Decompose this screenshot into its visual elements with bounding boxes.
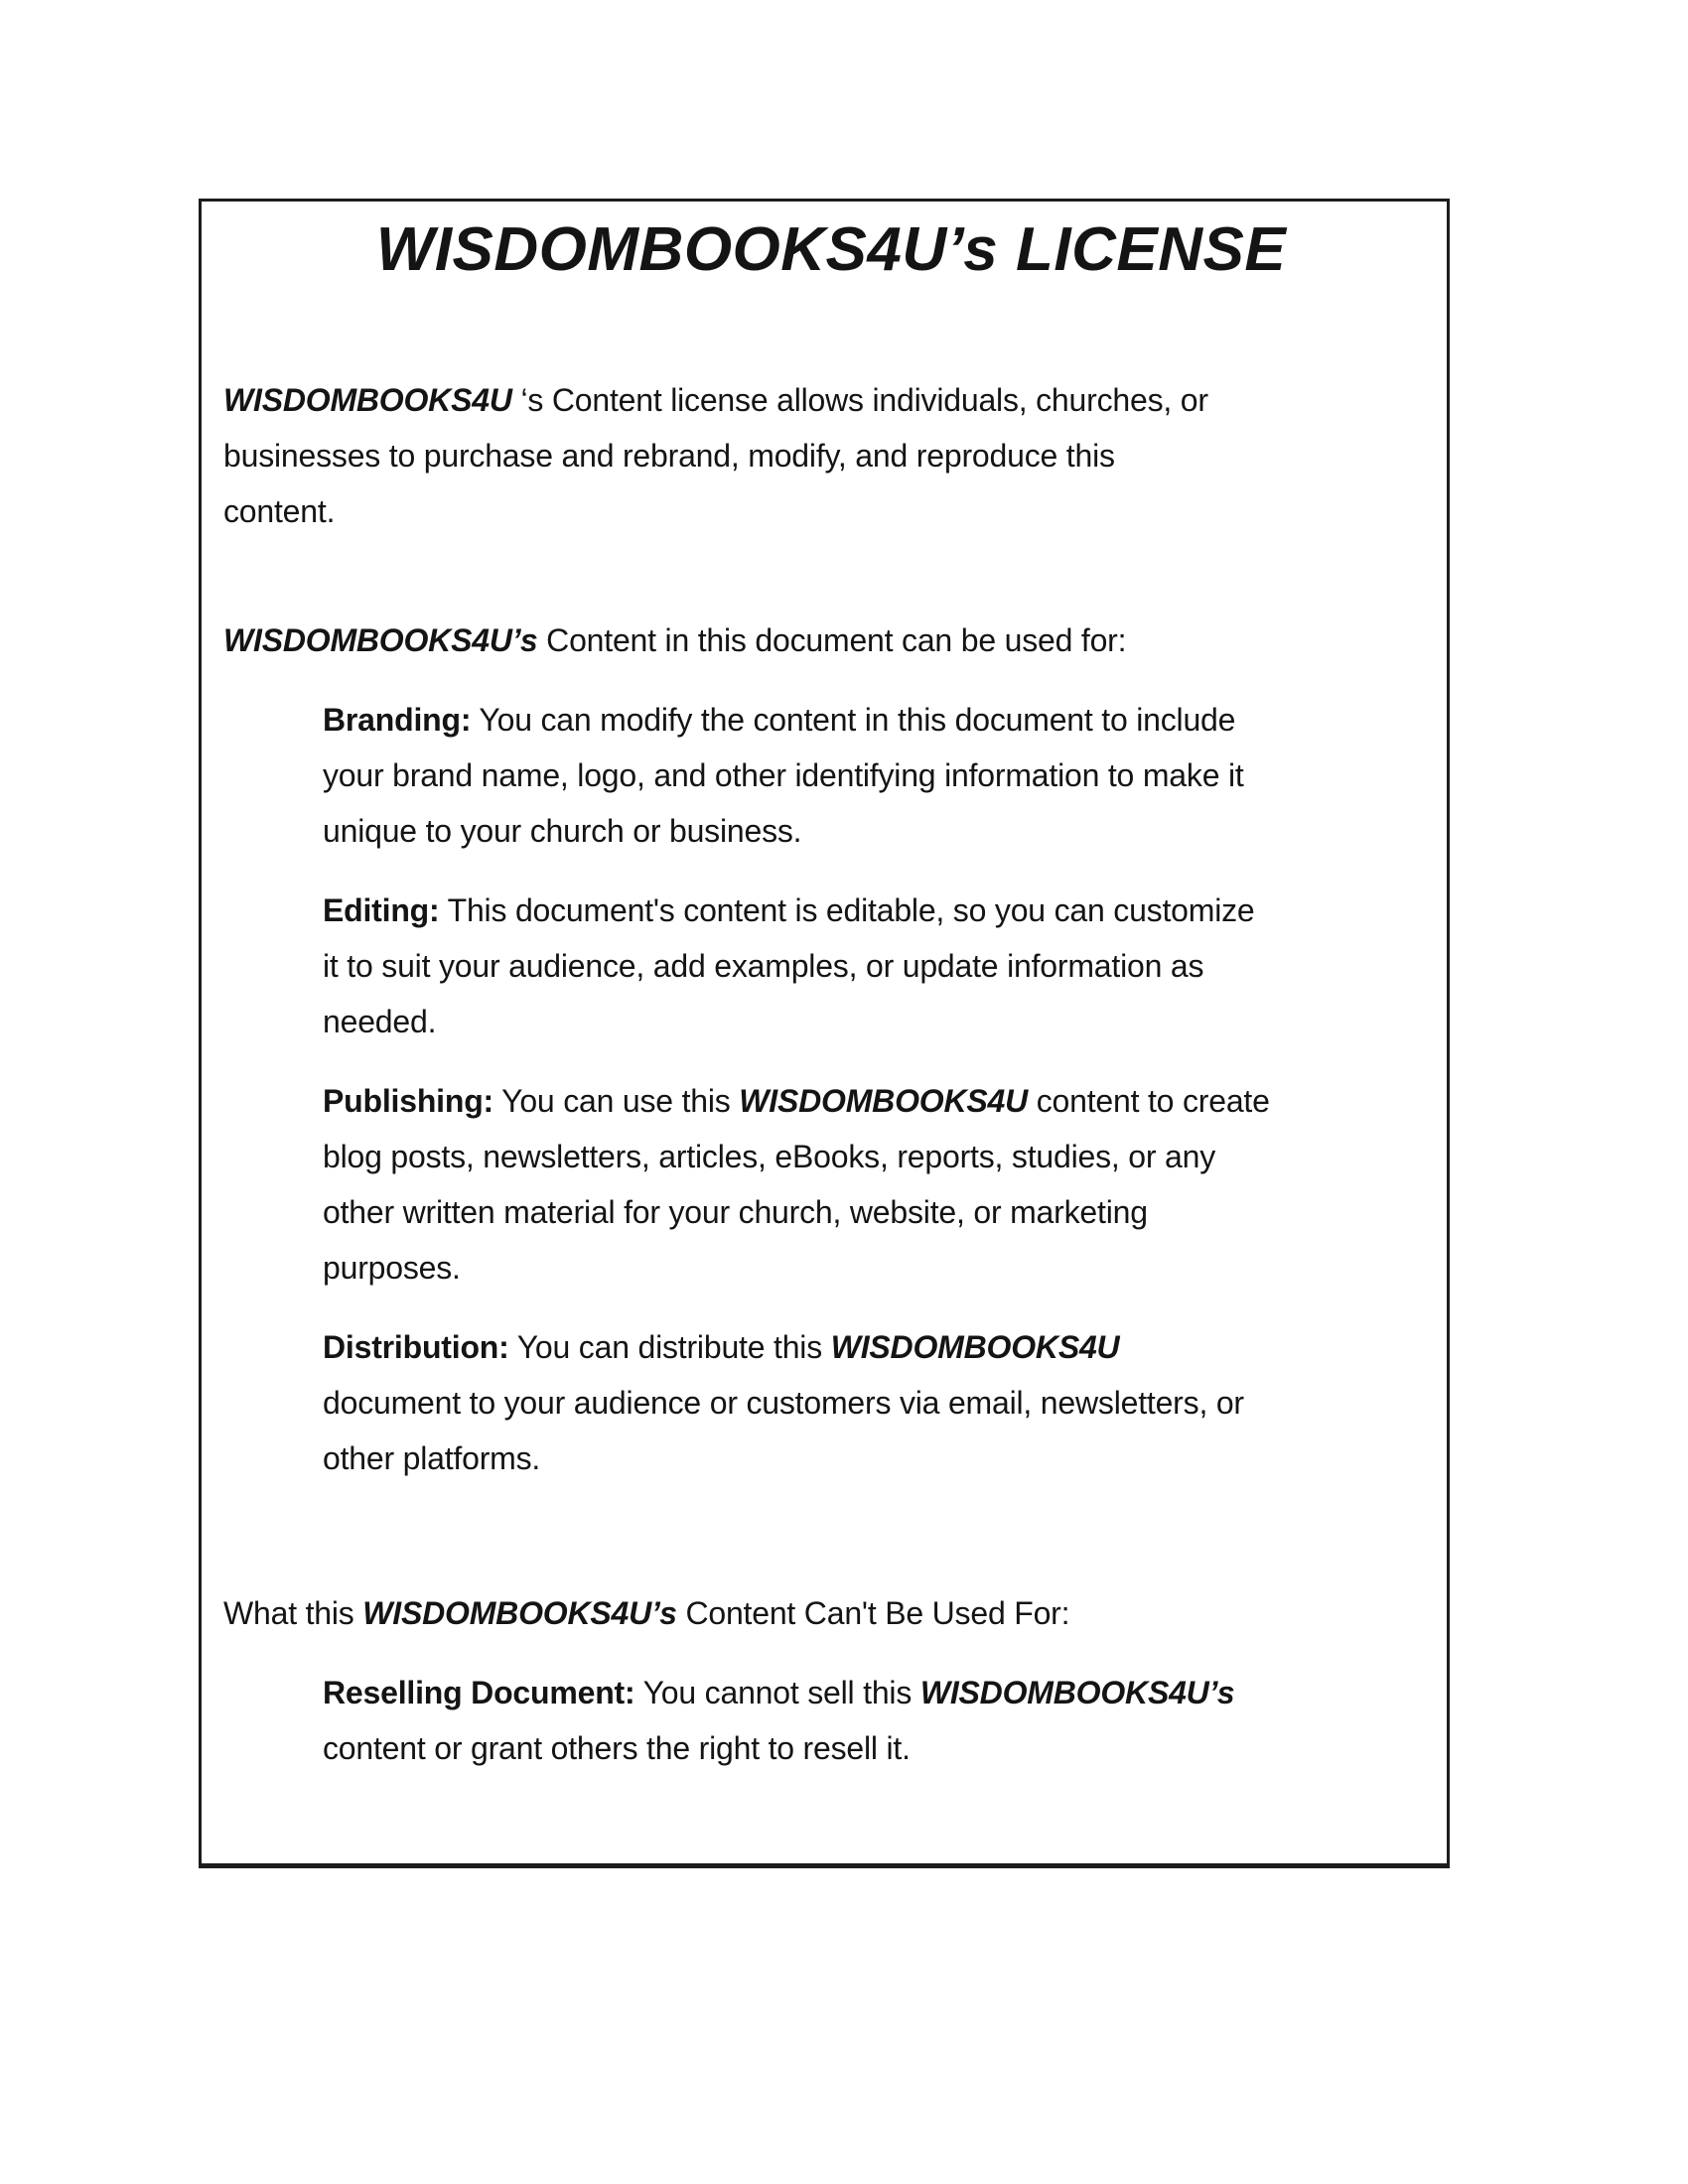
restriction-item-reselling — [323, 1665, 1439, 1776]
text-line — [323, 1073, 1439, 1129]
text-line — [223, 428, 1439, 483]
text-run: your brand name, logo, and other identifying information to make it — [323, 757, 1244, 793]
text-line — [323, 994, 1439, 1049]
license-title: WISDOMBOOKS4U’s LICENSE — [375, 215, 1287, 284]
usage-heading — [223, 613, 1439, 668]
text-run: This document's content is editable, so you can customize — [439, 892, 1255, 928]
usage-item-publishing — [323, 1073, 1439, 1296]
text-run: WISDOMBOOKS4U’s — [223, 622, 538, 658]
text-run: ‘s Content license allows individuals, churches, or — [511, 382, 1208, 418]
usage-item-distribution — [323, 1319, 1439, 1486]
text-run: purposes. — [323, 1250, 461, 1286]
text-line — [323, 1431, 1439, 1486]
text-line — [223, 483, 1439, 539]
text-run: blog posts, newsletters, articles, eBooks, reports, studies, or any — [323, 1139, 1216, 1174]
text-run: WISDOMBOOKS4U — [739, 1083, 1029, 1119]
text-run: Reselling Document: — [323, 1675, 635, 1710]
text-line — [323, 883, 1439, 938]
intro-paragraph — [223, 372, 1439, 539]
text-run: You can distribute this — [508, 1329, 831, 1365]
usage-item-editing — [323, 883, 1439, 1049]
text-line — [323, 1665, 1439, 1720]
text-line — [323, 1375, 1439, 1431]
usage-item-branding — [323, 692, 1439, 859]
text-line — [323, 1319, 1439, 1375]
text-run: businesses to purchase and rebrand, modify, and reproduce this — [223, 438, 1115, 474]
text-run: unique to your church or business. — [323, 813, 802, 849]
text-run: You can use this — [493, 1083, 740, 1119]
text-run: You cannot sell this — [634, 1675, 920, 1710]
text-run: WISDOMBOOKS4U’s — [919, 1675, 1235, 1710]
text-run: other platforms. — [323, 1440, 541, 1476]
text-line — [323, 692, 1439, 748]
text-run: Distribution: — [323, 1329, 509, 1365]
restrictions-heading — [223, 1585, 1439, 1641]
text-run: What this — [223, 1595, 363, 1631]
text-run: content to create — [1028, 1083, 1270, 1119]
text-line — [323, 1184, 1439, 1240]
text-run: content. — [223, 493, 336, 529]
text-run: needed. — [323, 1004, 437, 1039]
text-run: You can modify the content in this document to include — [471, 702, 1236, 738]
text-line — [223, 613, 1439, 668]
text-run: content or grant others the right to resell it. — [323, 1730, 911, 1766]
license-box — [199, 199, 1450, 1868]
text-run: it to suit your audience, add examples, or update information as — [323, 948, 1204, 984]
text-run: WISDOMBOOKS4U — [223, 382, 512, 418]
text-run: Branding: — [323, 702, 472, 738]
text-line — [323, 1720, 1439, 1776]
text-run: document to your audience or customers via email, newsletters, or — [323, 1385, 1244, 1421]
text-run: Content Can't Be Used For: — [676, 1595, 1070, 1631]
text-line — [323, 1240, 1439, 1296]
text-line — [323, 748, 1439, 803]
text-run: Editing: — [323, 892, 440, 928]
text-run: other written material for your church, website, or marketing — [323, 1194, 1148, 1230]
text-line — [323, 938, 1439, 994]
text-line — [323, 1129, 1439, 1184]
text-line — [223, 1585, 1439, 1641]
text-run: Publishing: — [323, 1083, 494, 1119]
text-run: Content in this document can be used for: — [537, 622, 1127, 658]
text-line — [223, 372, 1439, 428]
text-line — [323, 803, 1439, 859]
text-run: WISDOMBOOKS4U’s — [362, 1595, 677, 1631]
text-run: WISDOMBOOKS4U — [830, 1329, 1120, 1365]
